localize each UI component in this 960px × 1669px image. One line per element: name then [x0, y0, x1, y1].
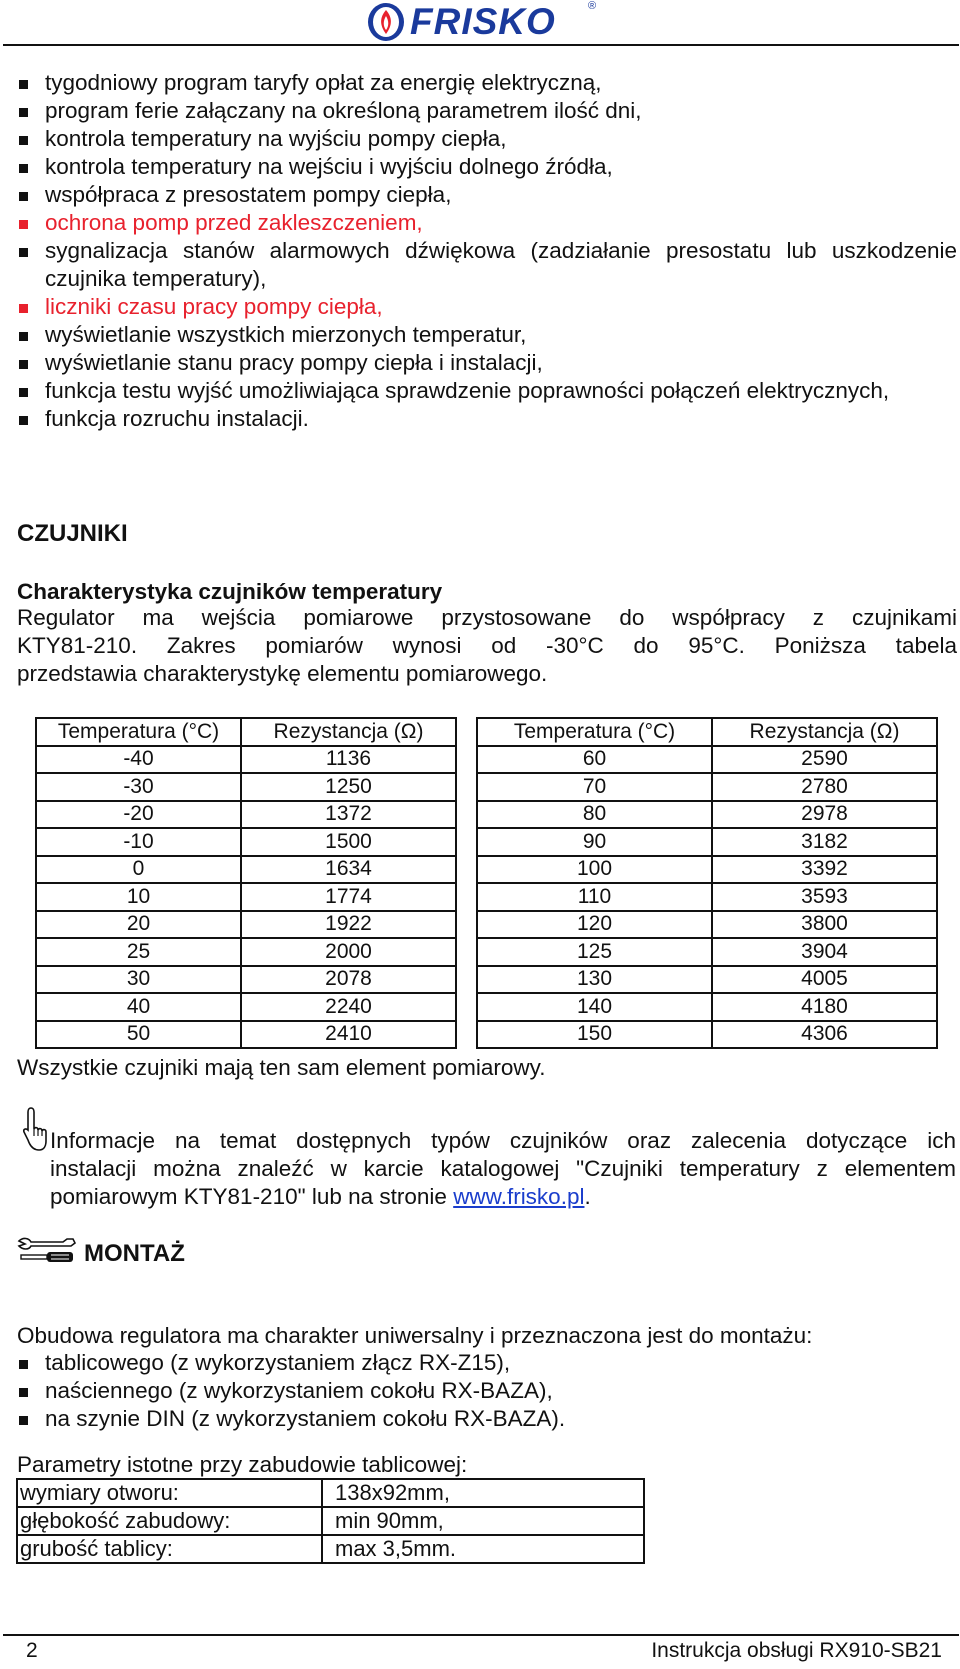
- resistance-cell: 3904: [712, 938, 937, 966]
- same-element-note: [17, 1054, 957, 1082]
- frisko-website-link[interactable]: www.frisko.pl: [453, 1184, 585, 1209]
- mounting-option-item: tablicowego (z wykorzystaniem złącz RX-Z15),: [17, 1349, 957, 1377]
- temperature-cell: 10: [36, 883, 241, 911]
- resistance-cell: 3800: [712, 911, 937, 939]
- table-row: [477, 966, 937, 994]
- pointing-hand-icon: [22, 1106, 48, 1154]
- temperature-cell: -10: [36, 828, 241, 856]
- param-row: [17, 1535, 644, 1563]
- feature-item: funkcja rozruchu instalacji.: [17, 405, 957, 433]
- catalog-note: [50, 1127, 956, 1211]
- feature-item: kontrola temperatury na wyjściu pompy ciepła,: [17, 125, 957, 153]
- note-line: [50, 1183, 956, 1211]
- table-row: [36, 856, 456, 884]
- sensor-table-left: [35, 717, 457, 1049]
- page-number: 2: [26, 1639, 38, 1662]
- temperature-cell: -40: [36, 746, 241, 774]
- frisko-logo-icon: [366, 2, 406, 42]
- resistance-cell: 1634: [241, 856, 456, 884]
- intro-line: KTY81-210. Zakres pomiarów wynosi od -30°C do 95°C. Poniższa tabela: [17, 633, 957, 658]
- table-row: [477, 773, 937, 801]
- temperature-cell: 40: [36, 993, 241, 1021]
- resistance-cell: 4005: [712, 966, 937, 994]
- col-header-temperature: Temperatura (°C): [36, 718, 241, 746]
- note-text: .: [584, 1184, 591, 1209]
- sensors-intro: [17, 604, 957, 688]
- section-heading-sensors: CZUJNIKI: [17, 520, 128, 547]
- resistance-cell: 2000: [241, 938, 456, 966]
- temperature-cell: 140: [477, 993, 712, 1021]
- temperature-cell: 100: [477, 856, 712, 884]
- resistance-cell: 2078: [241, 966, 456, 994]
- mounting-intro-text: Obudowa regulatora ma charakter uniwersalny i przeznaczona jest do montażu:: [17, 1323, 813, 1348]
- resistance-cell: 1136: [241, 746, 456, 774]
- table-row: [477, 883, 937, 911]
- document-title: Instrukcja obsługi RX910-SB21: [651, 1639, 942, 1662]
- panel-params-table: [16, 1478, 645, 1564]
- registered-mark: ®: [588, 0, 597, 12]
- params-title-text: Parametry istotne przy zabudowie tablicowej:: [17, 1452, 468, 1477]
- param-label: grubość tablicy:: [17, 1535, 322, 1563]
- temperature-cell: 90: [477, 828, 712, 856]
- temperature-cell: 25: [36, 938, 241, 966]
- feature-item: wyświetlanie wszystkich mierzonych temperatur,: [17, 321, 957, 349]
- param-row: [17, 1507, 644, 1535]
- feature-item: wyświetlanie stanu pracy pompy ciepła i instalacji,: [17, 349, 957, 377]
- resistance-cell: 3392: [712, 856, 937, 884]
- col-header-resistance: Rezystancja (Ω): [241, 718, 456, 746]
- mounting-option-item: naściennego (z wykorzystaniem cokołu RX-BAZA),: [17, 1377, 957, 1405]
- temperature-cell: 80: [477, 801, 712, 829]
- temperature-cell: 30: [36, 966, 241, 994]
- temperature-cell: -20: [36, 801, 241, 829]
- params-title: [17, 1451, 957, 1479]
- table-row: [477, 801, 937, 829]
- feature-item: sygnalizacja stanów alarmowych dźwiękowa (zadziałanie presostatu lub uszkodzenie czujnika temperatury),: [17, 237, 957, 293]
- resistance-cell: 4306: [712, 1021, 937, 1049]
- param-label: wymiary otworu:: [17, 1479, 322, 1507]
- resistance-cell: 3593: [712, 883, 937, 911]
- resistance-cell: 2410: [241, 1021, 456, 1049]
- table-row: [477, 993, 937, 1021]
- param-value: min 90mm,: [322, 1507, 644, 1535]
- table-row: [477, 1021, 937, 1049]
- param-value: 138x92mm,: [322, 1479, 644, 1507]
- note-line: instalacji można znaleźć w karcie katalogowej "Czujniki temperatury z elementem: [50, 1156, 956, 1181]
- temperature-cell: 110: [477, 883, 712, 911]
- resistance-cell: 3182: [712, 828, 937, 856]
- feature-item: współpraca z presostatem pompy ciepła,: [17, 181, 957, 209]
- table-row: [477, 828, 937, 856]
- feature-item: liczniki czasu pracy pompy ciepła,: [17, 293, 957, 321]
- table-row: [36, 966, 456, 994]
- section-heading-mounting: MONTAŻ: [84, 1240, 185, 1267]
- param-value: max 3,5mm.: [322, 1535, 644, 1563]
- intro-line: przedstawia charakterystykę elementu pomiarowego.: [17, 661, 548, 686]
- temperature-cell: 70: [477, 773, 712, 801]
- table-row: [36, 773, 456, 801]
- footer-rule: [3, 1634, 959, 1636]
- mounting-options-list: [17, 1349, 957, 1433]
- resistance-cell: 1500: [241, 828, 456, 856]
- temperature-cell: 20: [36, 911, 241, 939]
- resistance-cell: 2780: [712, 773, 937, 801]
- temperature-cell: 60: [477, 746, 712, 774]
- table-row: [477, 856, 937, 884]
- table-row: [36, 938, 456, 966]
- temperature-cell: 0: [36, 856, 241, 884]
- resistance-cell: 1250: [241, 773, 456, 801]
- resistance-cell: 2240: [241, 993, 456, 1021]
- resistance-cell: 4180: [712, 993, 937, 1021]
- wrench-screwdriver-icon: [17, 1235, 77, 1267]
- temperature-cell: 50: [36, 1021, 241, 1049]
- table-row: [36, 883, 456, 911]
- resistance-cell: 1774: [241, 883, 456, 911]
- same-element-text: Wszystkie czujniki mają ten sam element pomiarowy.: [17, 1055, 546, 1080]
- header-rule: [3, 44, 959, 46]
- resistance-cell: 1922: [241, 911, 456, 939]
- mounting-option-item: na szynie DIN (z wykorzystaniem cokołu RX-BAZA).: [17, 1405, 957, 1433]
- table-row: [36, 1021, 456, 1049]
- feature-item: program ferie załączany na określoną parametrem ilość dni,: [17, 97, 957, 125]
- resistance-cell: 2978: [712, 801, 937, 829]
- brand-logo: [366, 0, 597, 42]
- intro-line: Regulator ma wejścia pomiarowe przystosowane do współpracy z czujnikami: [17, 605, 957, 630]
- resistance-cell: 1372: [241, 801, 456, 829]
- features-list: [17, 69, 957, 433]
- table-row: [477, 911, 937, 939]
- table-row: [477, 746, 937, 774]
- temperature-cell: 120: [477, 911, 712, 939]
- temperature-cell: 125: [477, 938, 712, 966]
- feature-item: kontrola temperatury na wejściu i wyjściu dolnego źródła,: [17, 153, 957, 181]
- table-row: [36, 746, 456, 774]
- table-row: [477, 938, 937, 966]
- temperature-cell: 130: [477, 966, 712, 994]
- temperature-cell: 150: [477, 1021, 712, 1049]
- feature-item: tygodniowy program taryfy opłat za energię elektryczną,: [17, 69, 957, 97]
- table-row: [36, 911, 456, 939]
- mounting-intro: [17, 1322, 957, 1350]
- sensor-table-right: [476, 717, 938, 1049]
- subheading-sensor-characteristics: Charakterystyka czujników temperatury: [17, 579, 443, 604]
- table-row: [36, 993, 456, 1021]
- col-header-resistance: Rezystancja (Ω): [712, 718, 937, 746]
- param-label: głębokość zabudowy:: [17, 1507, 322, 1535]
- feature-item: funkcja testu wyjść umożliwiająca sprawdzenie poprawności połączeń elektrycznych,: [17, 377, 957, 405]
- note-line: Informacje na temat dostępnych typów czujników oraz zalecenia dotyczące ich: [50, 1128, 956, 1153]
- feature-item: ochrona pomp przed zakleszczeniem,: [17, 209, 957, 237]
- table-row: [36, 801, 456, 829]
- brand-name: FRISKO: [410, 1, 556, 42]
- resistance-cell: 2590: [712, 746, 937, 774]
- note-text: pomiarowym KTY81-210" lub na stronie: [50, 1184, 454, 1209]
- col-header-temperature: Temperatura (°C): [477, 718, 712, 746]
- param-row: [17, 1479, 644, 1507]
- table-row: [36, 828, 456, 856]
- temperature-cell: -30: [36, 773, 241, 801]
